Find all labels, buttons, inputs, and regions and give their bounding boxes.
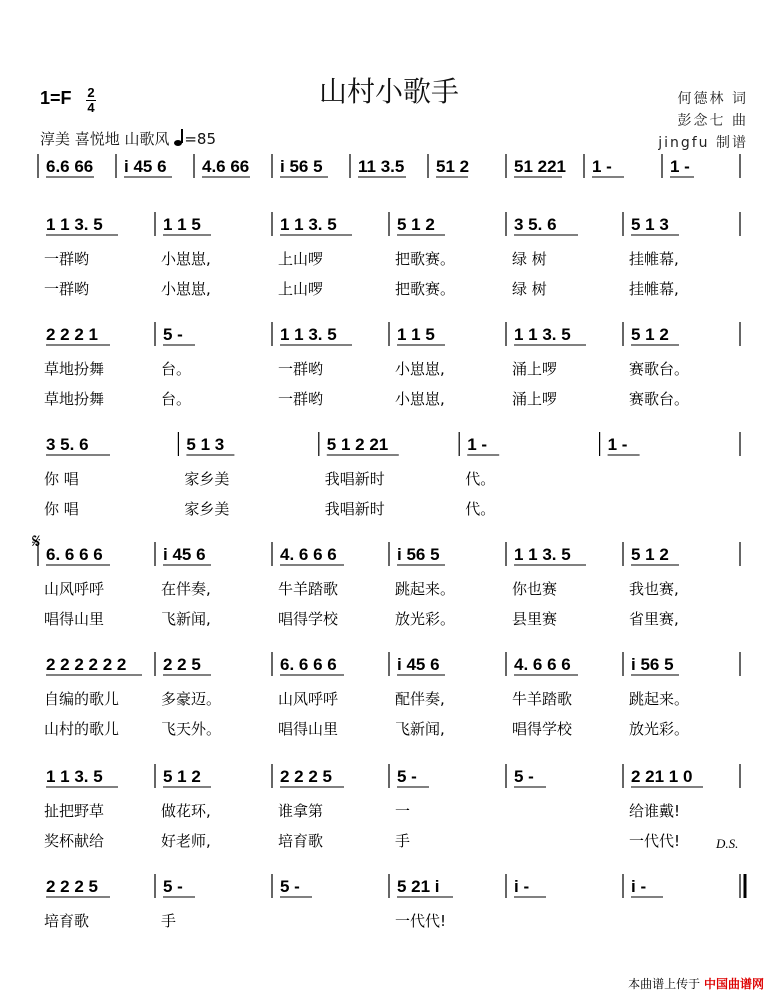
lyric-text: 山村的歌儿: [44, 720, 120, 738]
lyric-text: 台。: [161, 390, 192, 408]
measure-notes: 5 1 2: [631, 325, 669, 344]
measure-notes: 2 2 2 2 2 2: [46, 655, 127, 674]
lyric-text: 飞新闻,: [395, 720, 445, 738]
lyric-text: 自编的歌儿: [44, 690, 120, 708]
lyric-text: 把歌赛。: [395, 250, 456, 268]
measure-notes: 1 -: [467, 435, 488, 454]
composer: 彭念七 曲: [677, 113, 748, 129]
footer-prefix: 本曲谱上传于: [628, 977, 701, 991]
lyric-text: 小崽崽,: [395, 390, 445, 408]
measure-notes: 5 1 2 21: [326, 435, 389, 454]
measure-notes: i 45 6: [124, 157, 167, 176]
measure-notes: 1 1 3. 5: [46, 215, 103, 234]
lyric-text: 手: [395, 832, 411, 850]
measure-notes: i 45 6: [397, 655, 440, 674]
lyric-text: 一群哟: [278, 390, 324, 408]
measure-notes: 2 21 1 0: [631, 767, 693, 786]
lyric-text: 一群哟: [278, 360, 324, 378]
lyric-text: 涌上啰: [512, 390, 558, 408]
lyric-text: 挂帷幕,: [629, 280, 679, 298]
lyric-text: 唱得山里: [44, 610, 105, 628]
measure-notes: 51 221: [514, 157, 566, 176]
measure-notes: 3 5. 6: [46, 435, 89, 454]
measure-notes: i 56 5: [397, 545, 440, 564]
lyric-text: 代。: [465, 500, 496, 518]
measure-notes: 6.6 66: [46, 157, 94, 176]
measure-notes: 4. 6 6 6: [514, 655, 571, 674]
lyric-text: 一: [395, 802, 411, 820]
lyric-text: 培育歌: [278, 832, 324, 850]
key-signature: 1=F: [40, 88, 72, 108]
measure-notes: 5 -: [514, 767, 534, 786]
lyric-text: 山风呼呼: [44, 580, 105, 598]
lyric-text: 县里赛: [512, 610, 558, 628]
lyric-text: 台。: [161, 360, 192, 378]
lyric-text: 挂帷幕,: [629, 250, 679, 268]
measure-notes: 5 1 3: [186, 435, 225, 454]
lyric-text: 手: [161, 912, 177, 930]
measure-notes: i -: [514, 877, 530, 896]
segno-icon: 𝄋: [32, 529, 41, 553]
lyric-text: 配伴奏,: [395, 690, 445, 708]
lyric-text: 代。: [465, 470, 496, 488]
lyric-text: 唱得山里: [278, 720, 339, 738]
measure-notes: 5 1 3: [631, 215, 669, 234]
measure-notes: i -: [631, 877, 647, 896]
lyricist: 何德林 词: [677, 91, 748, 107]
lyric-text: 小崽崽,: [395, 360, 445, 378]
lyric-text: 飞新闻,: [161, 610, 211, 628]
tempo-bpm: =85: [184, 130, 216, 148]
measure-notes: 6. 6 6 6: [46, 545, 103, 564]
measure-notes: 5 1 2: [397, 215, 435, 234]
lyric-text: 你 唱: [44, 500, 79, 518]
lyric-text: 你也赛: [512, 580, 558, 598]
lyric-text: 我也赛,: [629, 580, 679, 598]
time-sig-bottom: 4: [87, 100, 95, 115]
lyric-text: 放光彩。: [395, 610, 456, 628]
measure-notes: 1 -: [607, 435, 628, 454]
lyric-text: 放光彩。: [629, 720, 690, 738]
measure-notes: i 56 5: [280, 157, 323, 176]
measure-notes: 1 -: [670, 157, 690, 176]
measure-notes: 2 2 2 5: [280, 767, 332, 786]
lyric-text: 牛羊踏歌: [512, 690, 573, 708]
lyric-text: 赛歌台。: [629, 390, 690, 408]
lyric-text: 赛歌台。: [629, 360, 690, 378]
lyric-text: 绿 树: [512, 250, 547, 268]
measure-notes: 4.6 66: [202, 157, 250, 176]
measure-notes: 1 1 3. 5: [280, 325, 337, 344]
lyric-text: 唱得学校: [278, 610, 339, 628]
measure-notes: i 56 5: [631, 655, 674, 674]
footer: [628, 975, 764, 992]
lyric-text: 给谁戴!: [629, 802, 681, 820]
lyric-text: 省里赛,: [629, 610, 679, 628]
lyric-text: 一群哟: [44, 250, 90, 268]
da-segno-mark: D.S.: [716, 836, 739, 851]
measure-notes: 1 1 3. 5: [280, 215, 337, 234]
measure-notes: 5 -: [397, 767, 417, 786]
lyric-text: 一代代!: [395, 912, 447, 930]
lyric-text: 跳起来。: [629, 690, 690, 708]
measure-notes: 2 2 2 1: [46, 325, 98, 344]
measure-notes: i 45 6: [163, 545, 206, 564]
lyric-text: 上山啰: [278, 250, 324, 268]
lyric-text: 跳起来。: [395, 580, 456, 598]
lyric-text: 扯把野草: [44, 802, 105, 820]
measure-notes: 1 1 5: [397, 325, 435, 344]
lyric-text: 一代代!: [629, 832, 681, 850]
measure-notes: 11 3.5: [358, 157, 405, 176]
measure-notes: 1 1 5: [163, 215, 201, 234]
lyric-text: 把歌赛。: [395, 280, 456, 298]
measure-notes: 51 2: [436, 157, 470, 176]
lyric-text: 家乡美: [184, 470, 230, 488]
lyric-text: 培育歌: [44, 912, 90, 930]
lyric-text: 做花环,: [161, 802, 211, 820]
lyric-text: 草地扮舞: [44, 360, 105, 378]
measure-notes: 3 5. 6: [514, 215, 557, 234]
lyric-text: 在伴奏,: [161, 580, 211, 598]
lyric-text: 家乡美: [184, 500, 230, 518]
lyric-text: 涌上啰: [512, 360, 558, 378]
lyric-text: 多豪迈。: [161, 690, 222, 708]
measure-notes: 4. 6 6 6: [280, 545, 337, 564]
lyric-text: 小崽崽,: [161, 250, 211, 268]
lyric-text: 山风呼呼: [278, 690, 339, 708]
measure-notes: 5 21 i: [397, 877, 440, 896]
measure-notes: 1 1 3. 5: [514, 325, 571, 344]
lyric-text: 一群哟: [44, 280, 90, 298]
tempo-text: 淳美 喜悦地 山歌风: [40, 130, 170, 148]
measure-notes: 1 1 3. 5: [46, 767, 103, 786]
measure-notes: 5 1 2: [163, 767, 201, 786]
measure-notes: 5 -: [163, 877, 183, 896]
lyric-text: 我唱新时: [324, 500, 385, 518]
lyric-text: 你 唱: [44, 470, 79, 488]
measure-notes: 1 1 3. 5: [514, 545, 571, 564]
lyric-text: 上山啰: [278, 280, 324, 298]
lyric-text: 唱得学校: [512, 720, 573, 738]
lyric-text: 奖杯献给: [44, 832, 105, 850]
measure-notes: 2 2 2 5: [46, 877, 98, 896]
lyric-text: 小崽崽,: [161, 280, 211, 298]
lyric-text: 绿 树: [512, 280, 547, 298]
measure-notes: 5 -: [280, 877, 300, 896]
lyric-text: 好老师,: [161, 832, 211, 850]
lyric-text: 谁拿第: [278, 802, 324, 820]
lyric-text: 飞天外。: [161, 720, 222, 738]
measure-notes: 5 1 2: [631, 545, 669, 564]
song-title: 山村小歌手: [318, 75, 459, 108]
footer-brand: 中国曲谱网: [703, 977, 764, 991]
measure-notes: 2 2 5: [163, 655, 201, 674]
measure-notes: 5 -: [163, 325, 183, 344]
lyric-text: 我唱新时: [324, 470, 385, 488]
lyric-text: 牛羊踏歌: [278, 580, 339, 598]
lyric-text: 草地扮舞: [44, 390, 105, 408]
measure-notes: 6. 6 6 6: [280, 655, 337, 674]
arranger: jingfu 制谱: [658, 135, 748, 151]
measure-notes: 1 -: [592, 157, 612, 176]
time-sig-top: 2: [87, 85, 95, 100]
